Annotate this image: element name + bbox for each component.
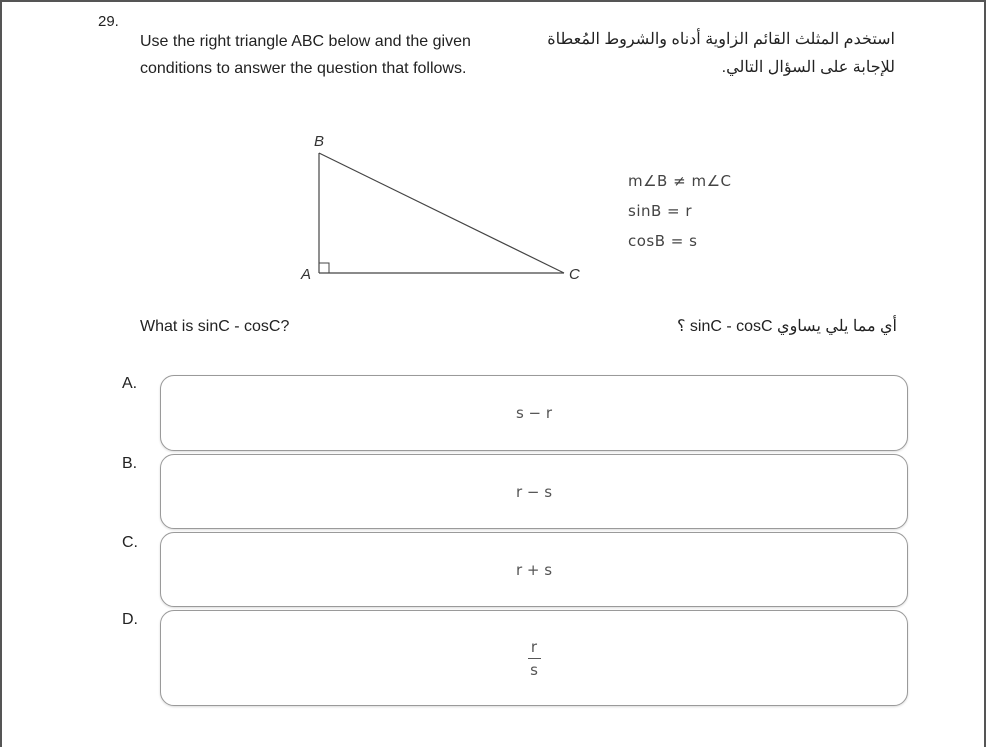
option-d-numerator: r — [530, 637, 538, 656]
option-d-denominator: s — [530, 660, 538, 679]
option-a-button[interactable] — [160, 375, 908, 451]
option-d-button[interactable] — [160, 610, 908, 706]
option-c-button[interactable] — [160, 532, 908, 607]
prompt-english: Use the right triangle ABC below and the given conditions to answer the question that follows. — [140, 33, 471, 77]
fraction-bar — [528, 658, 541, 659]
option-c-text: r + s — [515, 560, 553, 579]
side-bc — [319, 153, 564, 273]
option-b-text: r − s — [515, 482, 553, 501]
question-english: What is sinC - cosC? — [140, 318, 290, 335]
question-arabic: أي مما يلي يساوي sinC - cosC ؟ — [676, 318, 897, 335]
option-d-letter: D. — [122, 611, 138, 628]
option-b-button[interactable] — [160, 454, 908, 529]
vertex-label-a: A — [301, 266, 312, 283]
option-a-text: s − r — [515, 404, 553, 422]
vertex-label-b: B — [314, 133, 325, 150]
right-angle-marker — [319, 263, 329, 273]
option-b-letter: B. — [122, 455, 138, 472]
option-d-fraction — [528, 638, 541, 679]
prompt-arabic: استخدم المثلث القائم الزاوية أدناه والشروط المُعطاة للإجابة على السؤال التالي. — [547, 31, 895, 76]
condition-cosb: cosB = s — [628, 232, 698, 250]
question-number: 29. — [98, 13, 119, 30]
condition-sinb: sinB = r — [628, 202, 693, 220]
condition-angles: m∠B ≠ m∠C — [628, 172, 732, 190]
option-c-letter: C. — [122, 534, 138, 551]
vertex-label-c: C — [569, 266, 580, 283]
option-a-letter: A. — [122, 375, 138, 392]
right-triangle-figure — [290, 128, 610, 288]
